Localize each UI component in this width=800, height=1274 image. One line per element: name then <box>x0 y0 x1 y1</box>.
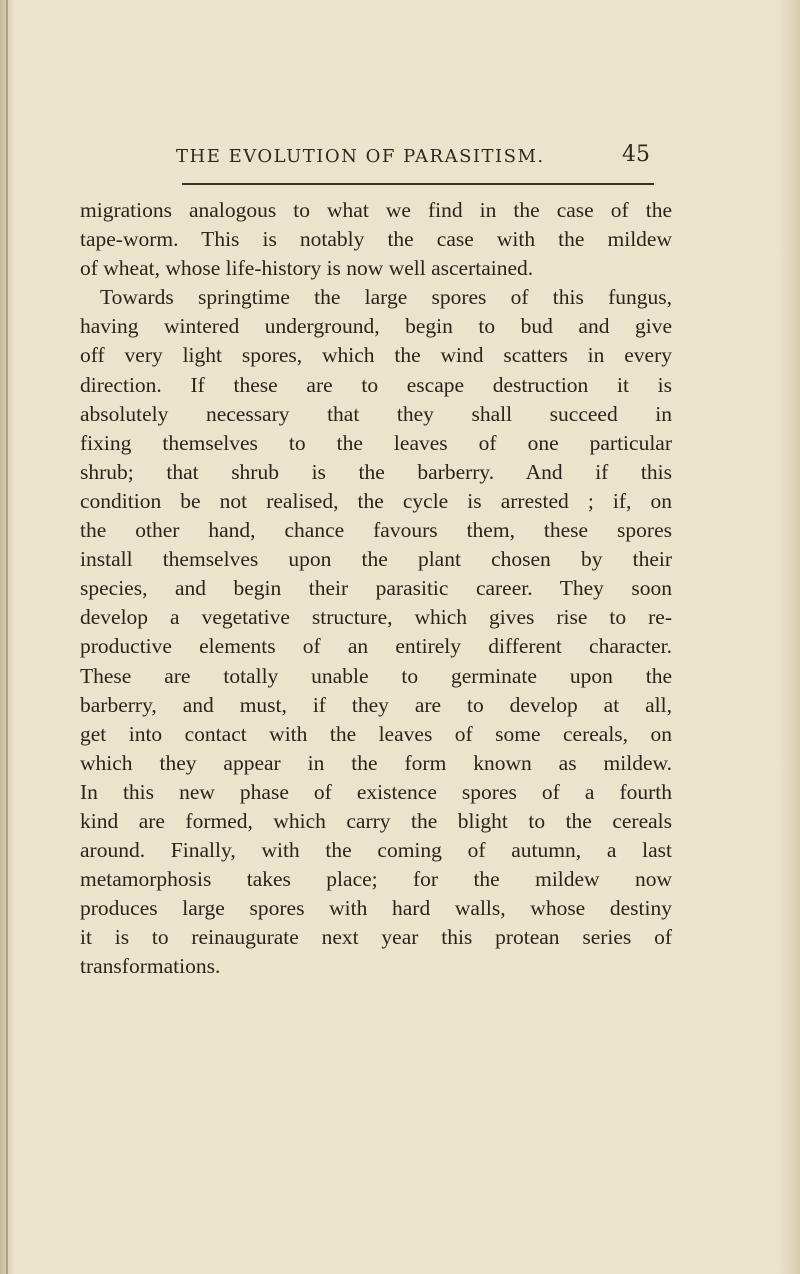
text-line: migrations analogous to what we find in the case of the <box>80 198 672 222</box>
text-line: In this new phase of existence spores of a fourth <box>80 779 672 804</box>
text-line: absolutely necessary that they shall succeed in <box>80 401 672 426</box>
text-line: produces large spores with hard walls, whose destiny <box>80 896 672 921</box>
text-line: These are totally unable to germinate upon the <box>80 663 672 688</box>
text-line: shrub; that shrub is the barberry. And if this <box>80 459 672 484</box>
text-line: productive elements of an entirely different character. <box>80 634 672 659</box>
text-line: tape-worm. This is notably the case with the mildew <box>80 227 672 252</box>
text-line: transformations. <box>80 954 221 979</box>
text-line: metamorphosis takes place; for the mildew now <box>80 867 672 892</box>
body-paragraph <box>80 196 672 982</box>
text-line: having wintered underground, begin to bud and give <box>80 314 672 339</box>
text-line: direction. If these are to escape destruction it is <box>80 372 672 397</box>
text-line: which they appear in the form known as mildew. <box>80 750 672 775</box>
page-gutter-edge <box>6 0 8 1274</box>
header-rule <box>182 183 654 185</box>
text-line: off very light spores, which the wind scatters in every <box>80 343 672 368</box>
text-line: of wheat, whose life-history is now well ascertained. <box>80 256 534 281</box>
text-line: Towards springtime the large spores of this fungus, <box>100 285 672 310</box>
text-line: fixing themselves to the leaves of one particular <box>80 430 672 455</box>
running-head <box>176 142 656 176</box>
text-line: around. Finally, with the coming of autumn, a last <box>80 838 672 863</box>
text-line: barberry, and must, if they are to develop at all, <box>80 692 672 717</box>
text-line: it is to reinaugurate next year this protean series of <box>80 925 672 950</box>
text-line: kind are formed, which carry the blight to the cereals <box>80 808 672 833</box>
text-line: develop a vegetative structure, which gives rise to re- <box>80 605 672 630</box>
text-line: install themselves upon the plant chosen by their <box>80 547 672 572</box>
text-line: the other hand, chance favours them, these spores <box>80 518 672 543</box>
text-line: get into contact with the leaves of some cereals, on <box>80 721 672 746</box>
text-line: species, and begin their parasitic career. They soon <box>80 576 672 601</box>
page-number: 45 <box>622 142 650 167</box>
text-line: condition be not realised, the cycle is arrested ; if, on <box>80 488 672 513</box>
running-head-title: THE EVOLUTION OF PARASITISM. <box>176 146 545 167</box>
